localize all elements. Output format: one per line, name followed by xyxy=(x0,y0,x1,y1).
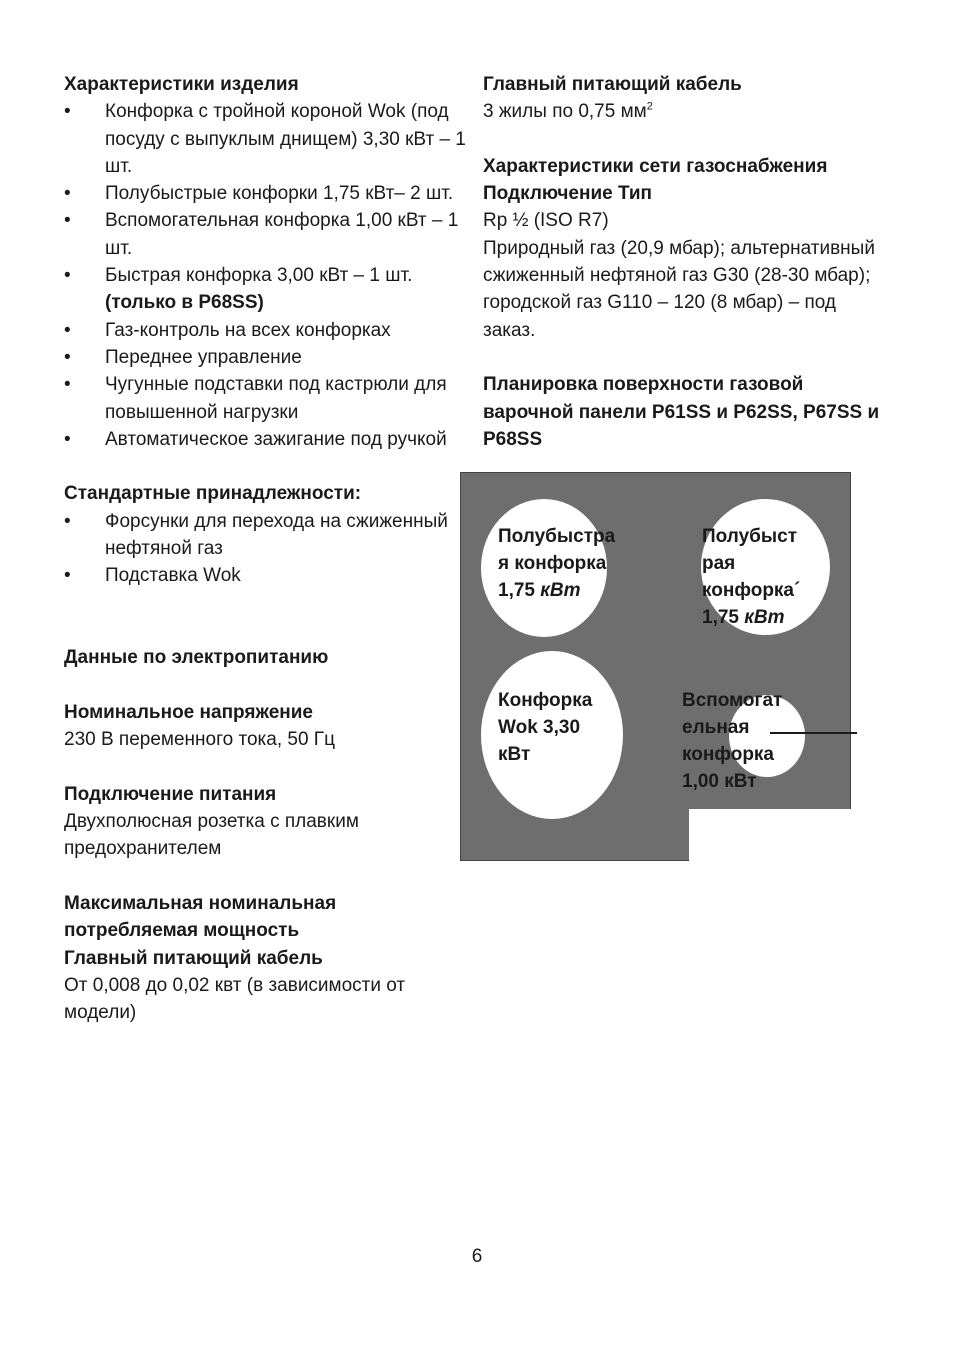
list-item: • Переднее управление xyxy=(64,344,474,371)
power-title: Данные по электропитанию xyxy=(64,647,329,669)
list-item: • Конфорка с тройной короной Wok (под посуду с выпуклым днищем) 3,30 кВт – 1 шт. xyxy=(64,98,474,180)
accessories-list xyxy=(64,508,474,590)
bullet-icon: • xyxy=(64,210,71,232)
main-cable-title: Главный питающий кабель xyxy=(64,947,323,969)
bullet-icon: • xyxy=(64,265,71,287)
model-note: (только в P68SS) xyxy=(105,292,264,314)
leader-line xyxy=(770,732,857,734)
connection-value: Двухполюсная розетка с плавким предохранителем xyxy=(64,811,359,860)
bullet-icon: • xyxy=(64,101,71,123)
list-item: • Газ-контроль на всех конфорках xyxy=(64,317,474,344)
max-power-title: Максимальная номинальная потребляемая мощность xyxy=(64,892,337,942)
superscript: 2 xyxy=(646,100,653,113)
list-item: • Форсунки для перехода на сжиженный нефтяной газ xyxy=(64,508,474,563)
layout-title: Планировка поверхности газовой варочной панели P61SS и P62SS, P67SS и P68SS xyxy=(483,374,880,450)
product-title: Характеристики изделия xyxy=(64,74,299,95)
product-list xyxy=(64,98,474,453)
bullet-icon: • xyxy=(64,346,71,368)
gas-type: Rp ½ (ISO R7) xyxy=(483,210,609,232)
page-number: 6 xyxy=(471,1246,483,1267)
list-item: • Автоматическое зажигание под ручкой xyxy=(64,426,474,453)
bullet-icon: • xyxy=(64,428,71,450)
bullet-icon: • xyxy=(64,374,71,396)
right-column xyxy=(483,71,893,453)
blank-panel xyxy=(689,809,851,861)
list-item: • Быстрая конфорка 3,00 кВт – 1 шт. (только в P68SS) xyxy=(64,262,474,317)
cable-title: Главный питающий кабель xyxy=(483,74,742,95)
hob-layout-diagram xyxy=(460,472,851,861)
list-item: • Подставка Wok xyxy=(64,562,474,589)
bullet-icon: • xyxy=(64,510,71,532)
list-item: • Чугунные подставки под кастрюли для повышенной нагрузки xyxy=(64,371,474,426)
voltage-value: 230 В переменного тока, 50 Гц xyxy=(64,729,335,751)
gas-title: Характеристики сети газоснабжения xyxy=(483,155,828,177)
gas-description: Природный газ (20,9 мбар); альтернативный сжиженный нефтяной газ G30 (28-30 мбар); городской газ G110 – 120 (8 мбар) – под заказ. xyxy=(483,237,875,341)
left-column xyxy=(64,71,474,1026)
list-item: • Полубыстрые конфорки 1,75 кВт– 2 шт. xyxy=(64,180,474,207)
bullet-icon: • xyxy=(64,319,71,341)
voltage-title: Номинальное напряжение xyxy=(64,701,314,723)
connection-title: Подключение питания xyxy=(64,783,277,805)
bullet-icon: • xyxy=(64,565,71,587)
list-item: • Вспомогательная конфорка 1,00 кВт – 1 шт. xyxy=(64,207,474,262)
gas-connection-type-title: Подключение Тип xyxy=(483,183,653,205)
burner-label-semirapid-left: Полубыстра я конфорка 1,75 кВт xyxy=(498,526,616,601)
accessories-title: Стандартные принадлежности: xyxy=(64,483,362,505)
burner-label-wok: Конфорка Wok 3,30 кВт xyxy=(498,690,593,765)
cable-value: 3 жилы по 0,75 $мм^2$ xyxy=(483,100,653,123)
burner-label-semirapid-right: Полубыст рая конфорка´ 1,75 кВт xyxy=(702,526,801,628)
max-power-value: От 0,008 до 0,02 квт (в зависимости от модели) xyxy=(64,974,406,1024)
burner-label-auxiliary: Вспомогат ельная конфорка 1,00 кВт xyxy=(682,690,783,792)
bullet-icon: • xyxy=(64,183,71,205)
